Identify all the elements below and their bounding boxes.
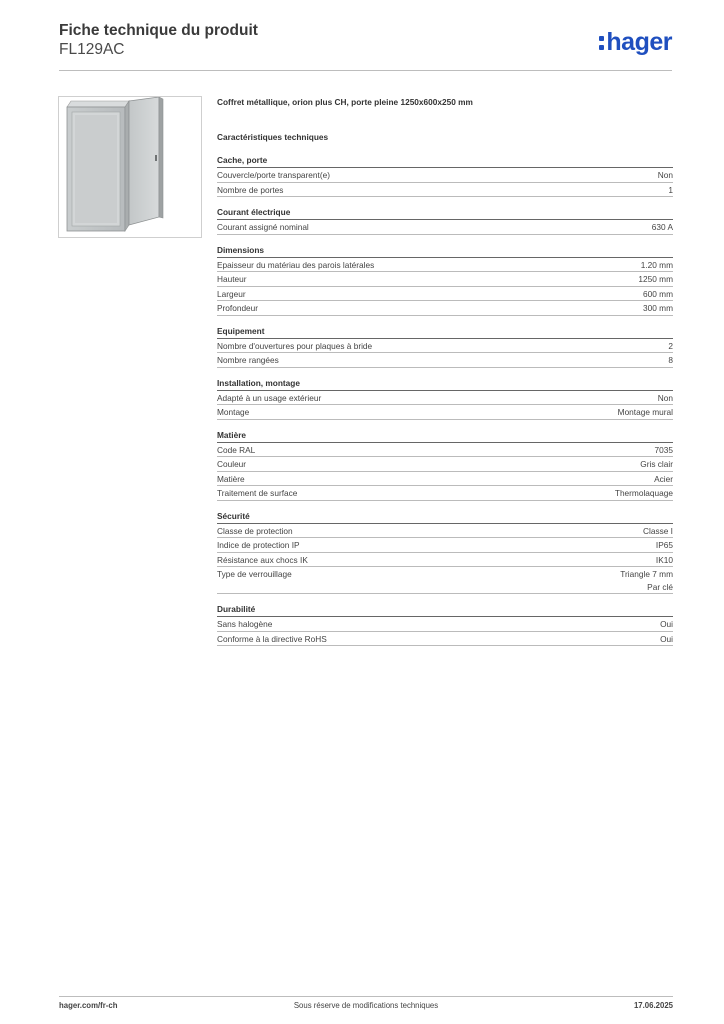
spec-row — [217, 567, 673, 594]
spec-value: Oui — [660, 619, 673, 629]
spec-value: 1.20 mm — [640, 259, 673, 270]
spec-label: Largeur — [217, 288, 246, 299]
spec-value: Acier — [654, 473, 673, 484]
spec-row — [217, 391, 673, 406]
spec-row — [217, 632, 673, 647]
spec-row — [217, 168, 673, 183]
spec-row — [217, 272, 673, 287]
spec-row — [217, 405, 673, 420]
spec-section — [217, 244, 673, 316]
spec-value: 1 — [668, 184, 673, 195]
logo-dots-icon — [599, 33, 604, 53]
spec-value: 2 — [668, 340, 673, 351]
spec-section — [217, 154, 673, 197]
product-reference: FL129AC — [59, 41, 125, 58]
product-description: Coffret métallique, orion plus CH, porte pleine 1250x600x250 mm — [217, 97, 473, 107]
technical-characteristics-heading: Caractéristiques techniques — [217, 132, 329, 142]
spec-label: Couvercle/porte transparent(e) — [217, 170, 330, 180]
spec-row — [217, 301, 673, 316]
spec-value: 1250 mm — [638, 274, 673, 284]
spec-row — [217, 524, 673, 539]
footer-date: 17.06.2025 — [633, 1001, 673, 1010]
page-header — [59, 22, 672, 71]
spec-section — [217, 206, 673, 235]
section-title: Cache, porte — [217, 154, 673, 168]
spec-section — [217, 377, 673, 420]
section-title: Equipement — [217, 325, 673, 339]
spec-value: 7035 — [654, 444, 673, 455]
spec-label: Adapté à un usage extérieur — [217, 392, 322, 403]
footer-website-link[interactable]: hager.com/fr-ch — [59, 1001, 118, 1010]
section-title: Installation, montage — [217, 377, 673, 391]
hager-logo — [599, 28, 672, 57]
section-title: Courant électrique — [217, 206, 673, 220]
spec-row — [217, 486, 673, 501]
spec-label: Epaisseur du matériau des parois latérales — [217, 259, 375, 270]
spec-value: Oui — [660, 633, 673, 644]
section-title: Sécurité — [217, 510, 673, 524]
spec-row — [217, 353, 673, 368]
spec-value: 600 mm — [643, 288, 673, 299]
section-title: Dimensions — [217, 244, 673, 258]
footer-notice: Sous réserve de modifications techniques — [293, 1001, 439, 1010]
spec-section — [217, 603, 673, 646]
spec-label: Classe de protection — [217, 525, 293, 536]
spec-label: Conforme à la directive RoHS — [217, 633, 327, 644]
spec-label: Courant assigné nominal — [217, 222, 309, 232]
spec-label: Profondeur — [217, 303, 259, 313]
spec-value: Thermolaquage — [614, 488, 673, 498]
section-title: Matière — [217, 429, 673, 443]
spec-label: Nombre rangées — [217, 355, 279, 365]
spec-row — [217, 183, 673, 198]
spec-value: 630 A — [651, 222, 673, 232]
spec-row — [217, 220, 673, 235]
logo-text: hager — [606, 28, 672, 56]
spec-row — [217, 339, 673, 354]
spec-value: IK10 — [655, 554, 673, 565]
spec-value: Non — [657, 392, 673, 403]
spec-row — [217, 457, 673, 472]
spec-label: Nombre d'ouvertures pour plaques à bride — [217, 340, 373, 351]
spec-row — [217, 553, 673, 568]
spec-label: Indice de protection IP — [217, 540, 300, 550]
spec-row — [217, 472, 673, 487]
spec-row — [217, 258, 673, 273]
section-title: Durabilité — [217, 603, 673, 617]
spec-row — [217, 443, 673, 458]
spec-row — [217, 287, 673, 302]
spec-label: Code RAL — [217, 444, 256, 455]
spec-value: Non — [657, 170, 673, 180]
spec-section — [217, 325, 673, 368]
page-footer — [59, 996, 673, 1014]
spec-label: Montage — [217, 407, 250, 417]
spec-sections — [217, 154, 673, 646]
product-content — [217, 96, 673, 655]
spec-label: Hauteur — [217, 274, 247, 284]
spec-label: Traitement de surface — [217, 488, 298, 498]
product-photo — [58, 96, 202, 238]
spec-label: Couleur — [217, 459, 247, 469]
spec-value: Triangle 7 mm Par clé — [620, 569, 673, 592]
page-title: Fiche technique du produit — [59, 22, 258, 39]
spec-label: Matière — [217, 473, 245, 484]
spec-value: 8 — [668, 355, 673, 365]
spec-value: Classe I — [643, 525, 673, 536]
spec-label: Nombre de portes — [217, 184, 284, 195]
spec-label: Sans halogène — [217, 619, 273, 629]
spec-row — [217, 617, 673, 632]
spec-value: Gris clair — [640, 459, 673, 469]
spec-label: Type de verrouillage — [217, 569, 292, 579]
spec-section — [217, 429, 673, 501]
enclosure-cabinet-icon — [59, 97, 201, 237]
spec-value: 300 mm — [643, 303, 673, 313]
spec-label: Résistance aux chocs IK — [217, 554, 308, 565]
spec-section — [217, 510, 673, 595]
spec-row — [217, 538, 673, 553]
spec-value: IP65 — [655, 540, 673, 550]
spec-value: Montage mural — [617, 407, 673, 417]
